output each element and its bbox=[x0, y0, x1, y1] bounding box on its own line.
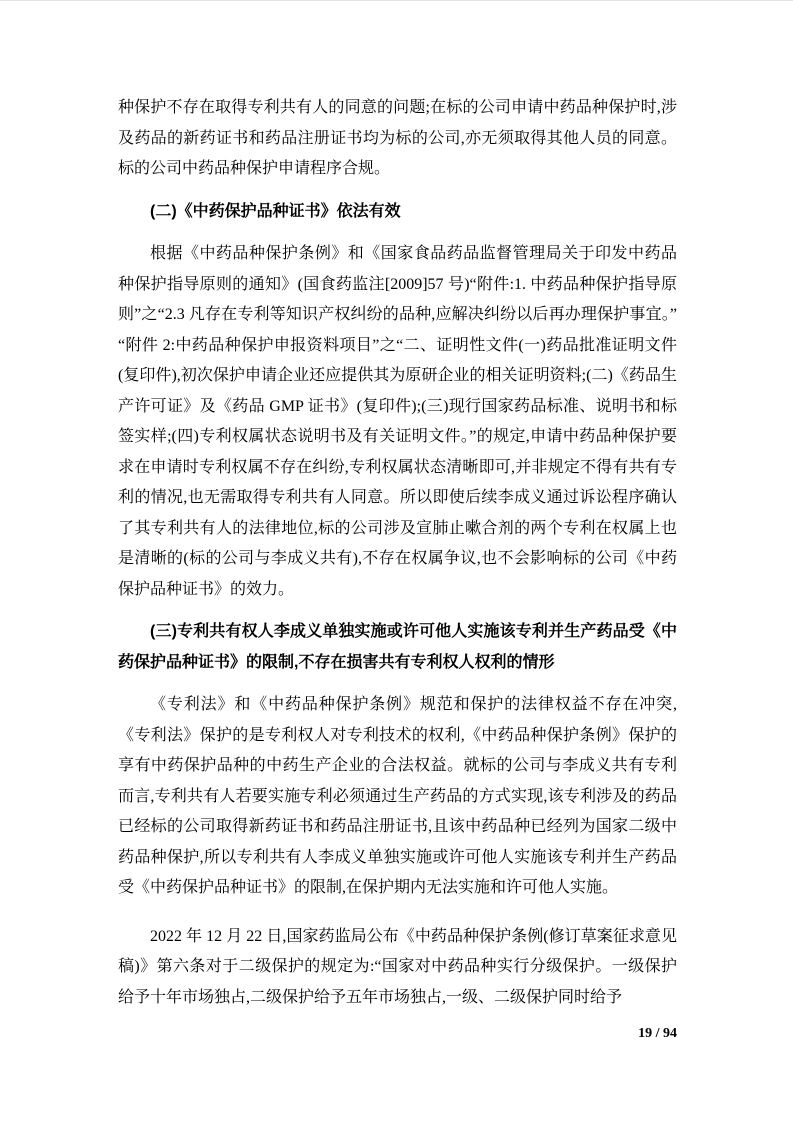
document-content bbox=[118, 93, 677, 1013]
section-heading-2: (二)《中药保护品种证书》依法有效 bbox=[150, 202, 401, 220]
section-heading-3: (三)专利共有权人李成义单独实施或许可他人实施该专利并生产药品受《中药保护品种证书》的限制,不存在损害共有专利权人权利的情形 bbox=[118, 623, 677, 671]
paragraph-legal-basis: 根据《中药品种保护条例》和《国家食品药品监督管理局关于印发中药品种保护指导原则的通知》(国食药监注[2009]57 号)“附件:1. 中药品种保护指导原则”之“2.3 凡存在专利等知识产权纠纷的品种,应解决纠纷以后再办理保护事宜。” “附件 2:中药品种保护申报资料项目”之“二、证明性文件(一)药品批准证明文件(复印件),初次保护申请企业还应提供其为原研企业的相关证明资料;(二)《药品生产许可证》及《药品 GMP 证书》(复印件);(三)现行国家药品标准、说明书和标签实样;(四)专利权属状态说明书及有关证明文件。”的规定,申请中药品种保护要求在申请时专利权属不存在纠纷,专利权属状态清晰即可,并非规定不得有共有专利的情况,也无需取得专利共有人同意。所以即使后续李成义通过诉讼程序确认了其专利共有人的法律地位,标的公司涉及宣肺止嗽合剂的两个专利在权属上也是清晰的(标的公司与李成义共有),不存在权属争议,也不会影响标的公司《中药保护品种证书》的效力。 bbox=[118, 245, 677, 598]
page-number: 19 / 94 bbox=[638, 1026, 677, 1041]
paragraph-draft-regulation: 2022 年 12 月 22 日,国家药监局公布《中药品种保护条例(修订草案征求意见稿)》第六条对于二级保护的规定为:“国家对中药品种实行分级保护。一级保护给予十年市场独占,二级保护给予五年市场独占,一级、二级保护同时给予 bbox=[118, 927, 677, 1006]
paragraph-continuation: 种保护不存在取得专利共有人的同意的问题;在标的公司申请中药品种保护时,涉及药品的新药证书和药品注册证书均为标的公司,亦无须取得其他人员的同意。标的公司中药品种保护申请程序合规。 bbox=[118, 99, 677, 177]
paragraph-patent-analysis: 《专利法》和《中药品种保护条例》规范和保护的法律权益不存在冲突,《专利法》保护的是专利权人对专利技术的权利,《中药品种保护条例》保护的享有中药保护品种的中药生产企业的合法权益。就标的公司与李成义共有专利而言,专利共有人若要实施专利必须通过生产药品的方式实现,该专利涉及的药品已经标的公司取得新药证书和药品注册证书,且该中药品种已经列为国家二级中药品种保护,所以专利共有人李成义单独实施或许可他人实施该专利并生产药品受《中药保护品种证书》的限制,在保护期内无法实施和许可他人实施。 bbox=[118, 696, 677, 896]
